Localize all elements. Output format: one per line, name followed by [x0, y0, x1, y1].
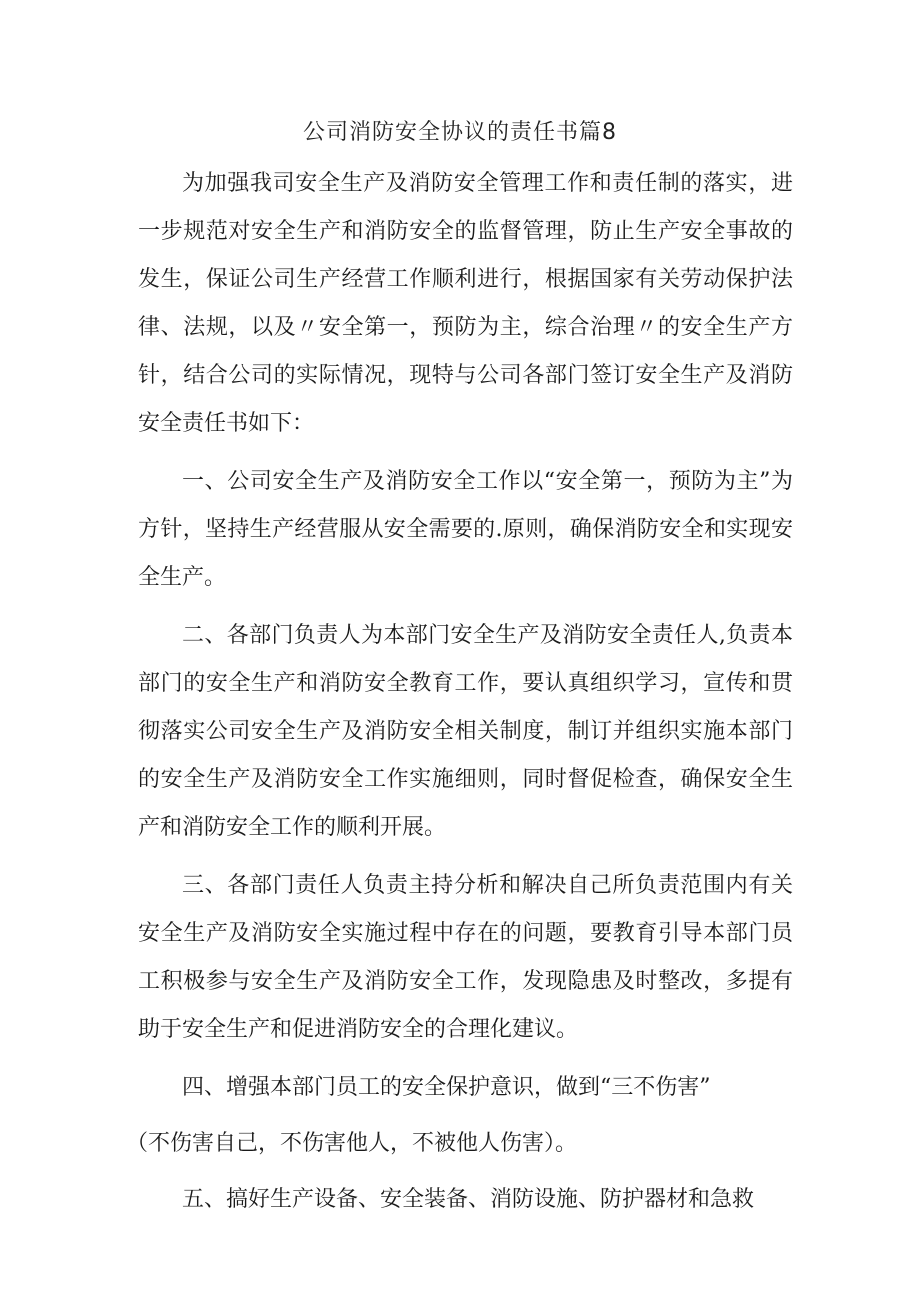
document-body: [126, 160, 793, 1224]
paragraph-item-4-note: （不伤害自己，不伤害他人，不被他人伤害）。: [126, 1131, 578, 1156]
paragraph-item-3: 三、各部门责任人负责主持分析和解决自己所负责范围内有关安全生产及消防安全实施过程中存在的问题，要教育引导本部门员工积极参与安全生产及消防安全工作，发现隐患及时整改，多提有助于安全生产和促进消防安全的合理化建议。: [138, 873, 793, 1042]
paragraph-intro: 为加强我司安全生产及消防安全管理工作和责任制的落实，进一步规范对安全生产和消防安全的监督管理，防止生产安全事故的发生，保证公司生产经营工作顺利进行，根据国家有关劳动保护法律、法规，以及〃安全第一，预防为主，综合治理〃的安全生产方针，结合公司的实际情况，现特与公司各部门签订安全生产及消防安全责任书如下：: [138, 171, 793, 436]
paragraph-item-4: 四、增强本部门员工的安全保护意识，做到“三不伤害”: [182, 1075, 711, 1100]
paragraph-item-2: 二、各部门负责人为本部门安全生产及消防安全责任人,负责本部门的安全生产和消防安全教育工作，要认真组织学习，宣传和贯彻落实公司安全生产及消防安全相关制度，制订并组织实施本部门的安全生产及消防安全工作实施细则，同时督促检查，确保安全生产和消防安全工作的顺利开展。: [138, 623, 793, 840]
document-title: 公司消防安全协议的责任书篇8: [303, 120, 617, 145]
paragraph-item-1: 一、公司安全生产及消防安全工作以“安全第一，预防为主”为方针，坚持生产经营服从安全需要的.原则，确保消防安全和实现安全生产。: [138, 469, 793, 590]
paragraph-item-5: 五、搞好生产设备、安全装备、消防设施、防护器材和急救: [182, 1187, 755, 1212]
